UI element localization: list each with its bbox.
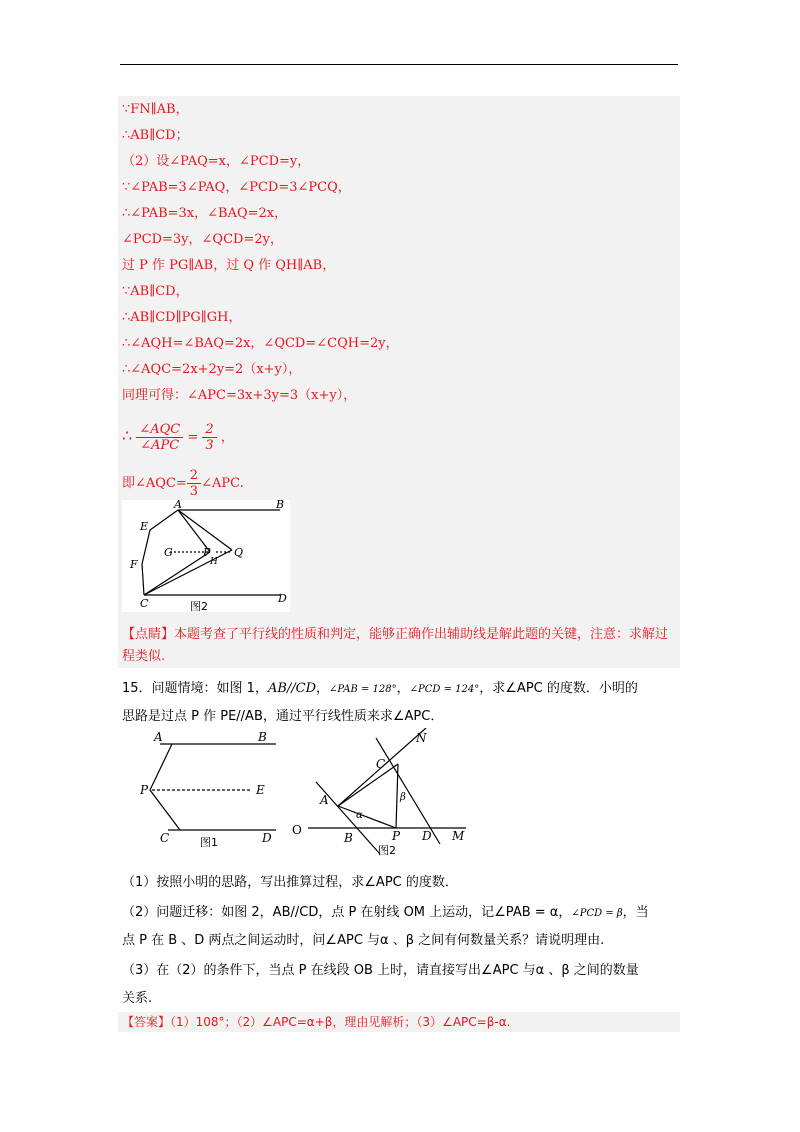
label-c: C <box>376 757 386 771</box>
label-c: C <box>160 831 170 845</box>
label-q: Q <box>234 546 244 559</box>
question-line-1 <box>122 680 638 699</box>
solution-line: ∠PCD=3y，∠QCD=2y， <box>122 232 283 247</box>
sub-question-3-line-2: 关系. <box>122 991 153 1006</box>
label-a: A <box>320 793 329 807</box>
final-numerator: 2 <box>187 468 201 484</box>
final-suffix: ∠APC. <box>201 476 244 491</box>
label-e: E <box>140 520 149 533</box>
figure-caption: 图2 <box>190 600 208 612</box>
sub-question-1: （1）按照小明的思路，写出推算过程，求∠APC 的度数． <box>122 875 458 890</box>
label-p: P <box>203 546 211 559</box>
label-p: P <box>140 783 149 797</box>
sub-question-2-line-2: 点 P 在 B 、D 两点之间运动时，问∠APC 与α 、β 之间有何数量关系？请说明理由. <box>122 933 605 948</box>
ratio-fraction <box>136 422 183 453</box>
final-denominator: 3 <box>189 484 199 499</box>
ratio-value-numerator: 2 <box>202 422 216 438</box>
answer-bar <box>118 1012 680 1032</box>
solution-line: ∴∠AQH=∠BAQ=2x，∠QCD=∠CQH=2y， <box>122 336 399 351</box>
key-point-note: 【点睛】本题考查了平行线的性质和判定，能够正确作出辅助线是解此题的关键，注意：求解过程类似. <box>122 627 669 664</box>
final-prefix: 即∠AQC= <box>122 476 187 491</box>
solution-line: ∴∠PAB=3x，∠BAQ=2x， <box>122 206 288 221</box>
segment-cp <box>144 552 210 595</box>
figure-caption: 图1 <box>200 836 218 848</box>
question-text: ，求∠APC 的度数．小明的 <box>479 681 638 696</box>
label-g: G <box>164 546 173 559</box>
question-text: ，当 <box>622 905 649 920</box>
solution-line: ∴AB∥CD∥PG∥GH， <box>122 310 242 325</box>
label-e: E <box>256 783 265 797</box>
ratio-equals: = <box>187 430 199 445</box>
question-line-2: 思路是过点 P 作 PE//AB，通过平行线性质来求∠APC． <box>122 709 444 724</box>
math-angle-pcd: ∠PCD = 124° <box>409 684 480 695</box>
polyline-apc <box>150 744 180 830</box>
label-f: F <box>130 558 138 571</box>
solution-line: （2）设∠PAQ=x，∠PCD=y， <box>122 154 311 169</box>
question-text: （2）问题迁移：如图 2，AB//CD，点 P 在射线 OM 上运动，记∠PAB = α， <box>122 905 572 920</box>
figure-caption: 图2 <box>378 844 396 857</box>
segment-ac <box>338 764 398 806</box>
label-beta: β <box>400 792 406 803</box>
math-angle-pcd-beta: ∠PCD = β <box>571 908 623 919</box>
label-m: M <box>452 829 465 843</box>
ratio-numerator: ∠AQC <box>136 422 183 438</box>
solution-block <box>118 96 680 668</box>
label-d: D <box>278 592 287 605</box>
label-p: P <box>392 829 401 843</box>
punct: ， <box>316 681 330 696</box>
solution-line: ∵∠PAB=3∠PAQ，∠PCD=3∠PCQ， <box>122 180 351 195</box>
solution-line: ∴AB∥CD； <box>122 128 189 143</box>
solution-line: ∴∠AQC=2x+2y=2（x+y）， <box>122 362 302 377</box>
label-c: C <box>140 597 149 610</box>
final-line <box>122 468 244 499</box>
geometry-figure-2-solution <box>122 500 290 612</box>
label-b: B <box>276 500 285 511</box>
label-alpha: α <box>356 810 363 821</box>
segment-aq <box>178 510 232 550</box>
label-d: D <box>422 829 432 843</box>
solution-line: 同理可得：∠APC=3x+3y=3（x+y）， <box>122 388 357 403</box>
solution-line: 过 P 作 PG∥AB，过 Q 作 QH∥AB， <box>122 258 336 273</box>
ratio-value-denominator: 3 <box>205 438 214 453</box>
therefore-symbol: ∴ <box>122 426 133 445</box>
label-d: D <box>262 831 272 845</box>
math-angle-pab: ∠PAB = 128° <box>329 684 397 695</box>
answer-text: 【答案】（1）108°；（2）∠APC=α+β，理由见解析；（3）∠APC=β-α. <box>122 1015 511 1029</box>
geometry-figure-1 <box>140 730 286 848</box>
label-h: H <box>210 557 218 567</box>
sub-question-2-line-1 <box>122 904 649 923</box>
ratio-suffix: ， <box>220 430 234 445</box>
geometry-figure-2-question <box>286 728 472 862</box>
label-o: O <box>292 823 302 837</box>
label-a: A <box>154 730 163 744</box>
label-b: B <box>258 730 267 744</box>
punct: ， <box>396 681 410 696</box>
final-fraction <box>187 468 201 499</box>
ratio-line <box>122 422 234 453</box>
sub-question-3-line-1: （3）在（2）的条件下，当点 P 在线段 OB 上时，请直接写出∠APC 与α 、β 之间的数量 <box>122 963 639 978</box>
question-text: 15．问题情境：如图 1， <box>122 681 268 696</box>
ratio-value <box>202 422 216 453</box>
ratio-denominator: ∠APC <box>140 438 180 453</box>
label-b: B <box>344 831 353 845</box>
label-a: A <box>174 500 182 511</box>
segment-cq <box>144 550 232 595</box>
solution-line: ∵AB∥CD， <box>122 284 189 299</box>
label-n: N <box>416 731 427 745</box>
solution-line: ∵FN∥AB， <box>122 102 189 117</box>
header-rule <box>120 64 678 65</box>
math-ab-parallel-cd: AB//CD <box>267 681 317 696</box>
